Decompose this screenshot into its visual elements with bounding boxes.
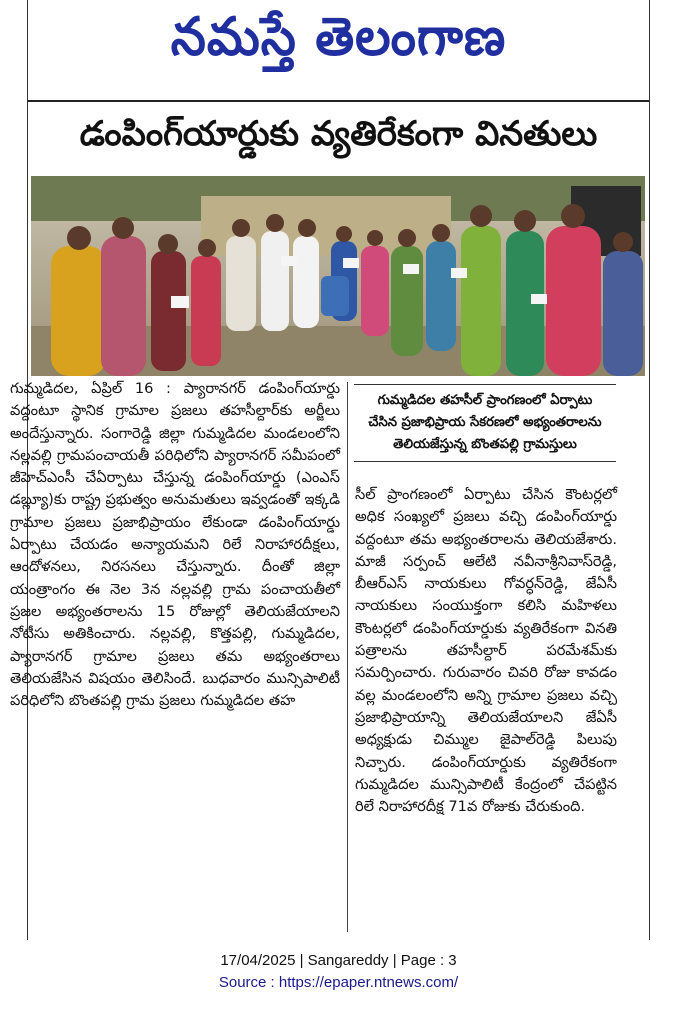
photo-caption-line: తెలియజేస్తున్న బొంతపల్లి గ్రామస్తులు [393,437,577,452]
article-right-column [355,484,617,818]
masthead-rule [28,100,649,102]
source-link[interactable]: Source : https://epaper.ntnews.com/ [218,974,459,991]
masthead-title: నమస్తే తెలంగాణ [170,5,507,68]
photo-caption-line: చేసిన ప్రజాభిప్రాయ సేకరణలో అభ్యంతరాలను [368,415,602,430]
news-photo [31,176,645,376]
headline [28,104,649,172]
masthead [28,6,649,80]
photo-caption [354,384,616,462]
headline-text: డంపింగ్‌యార్డుకు వ్యతిరేకంగా వినతులు [79,114,598,154]
photo-illustration [31,176,645,376]
edition-info: 17/04/2025 | Sangareddy | Page : 3 [220,952,457,969]
footer [0,950,677,994]
article-body-right: సీల్ ప్రాంగణంలో ఏర్పాటు చేసిన కౌంటర్లలో అధిక సంఖ్యలో ప్రజలు వచ్చి డంపింగ్‌యార్డు వద్దంటూ తమ అభ్యంతరాలను తెలియజేశారు. మాజీ సర్పంచ్ ఆలేటి నవీనాశ్రీనివాస్‌రెడ్డి, బీఆర్‌ఎస్ నాయకులు గోవర్ధన్‌రెడ్డి, జేఏసీ నాయకులు సంయుక్తంగా కలిసి మహిళలు కౌంటర్లలో డంపింగ్‌యార్డుకు వ్యతిరేకంగా వినతి పత్రాలను తహసీల్దార్ పరమేశమ్‌కు సమర్పించారు. గురువారం చివరి రోజు కావడం వల్ల మండలంలోని అన్ని గ్రామాల ప్రజలు వచ్చి ప్రజాభిప్రాయాన్ని తెలియజేయాలని జేఏసీ అధ్యక్షుడు చిమ్ముల జైపాల్‌రెడ్డి పిలుపు నిచ్చారు. డంపింగ్‌యార్డుకు వ్యతిరేకంగా గుమ్మడిదల మున్సిపాలిటీ కేంద్రంలో చేపట్టిన రిలే నిరాహారదీక్ష 71వ రోజుకు చేరుకుంది. [355,486,617,816]
article-body-left: గుమ్మడిదల, ఏప్రిల్ 16 : ప్యారానగర్ డంపింగ్‌యార్డు వద్దంటూ స్థానిక గ్రామాల ప్రజలు తహసీల్దార్‌కు అర్జీలు అందేస్తున్నారు. సంగారెడ్డి జిల్లా గుమ్మడిదల మండలంలోని నల్లవల్లి గ్రామపంచాయతీ పరిధిలోని ప్యారానగర్ సమీపంలో జీహెచ్‌ఎంసీ చేఏర్పాటు చేస్తున్న డంపింగ్‌యార్డు (ఎంఎస్ డబ్ల్యూ)కు రాష్ట్ర ప్రభుత్వం అనుమతులు ఇవ్వడంతో ఇక్కడి గ్రామాల ప్రజలు ప్రజాభిప్రాయం లేకుండా డంపింగ్‌యార్డు ఏర్పాటు చేయడం అన్యాయమని రిలే నిరాహారదీక్షలు, ఆందోళనలు, నిరసనలు చేస్తున్నారు. దీంతో జిల్లా యంత్రాంగం ఈ నెల 3న నల్లవల్లి గ్రామ పంచాయతీలో ప్రజల అభ్యంతరాలను 15 రోజుల్లో తెలియజేయాలని నోటీసు అతికించారు. నల్లవల్లి, కొత్తపల్లి, గుమ్మడిదల, ప్యారానగర్ గ్రామాల ప్రజలు తమ అభ్యంతరాలు తెలియజేసిన విషయం తెలిసిందే. బుధవారం మున్సిపాలిటీ పరిధిలోని బొంతపల్లి గ్రామ ప్రజలు గుమ్మడిదల తహ [10,380,340,710]
column-divider [347,382,348,932]
photo-caption-line: గుమ్మడిదల తహసీల్ ప్రాంగణంలో ఏర్పాటు [377,393,593,408]
article-left-column [10,378,340,712]
